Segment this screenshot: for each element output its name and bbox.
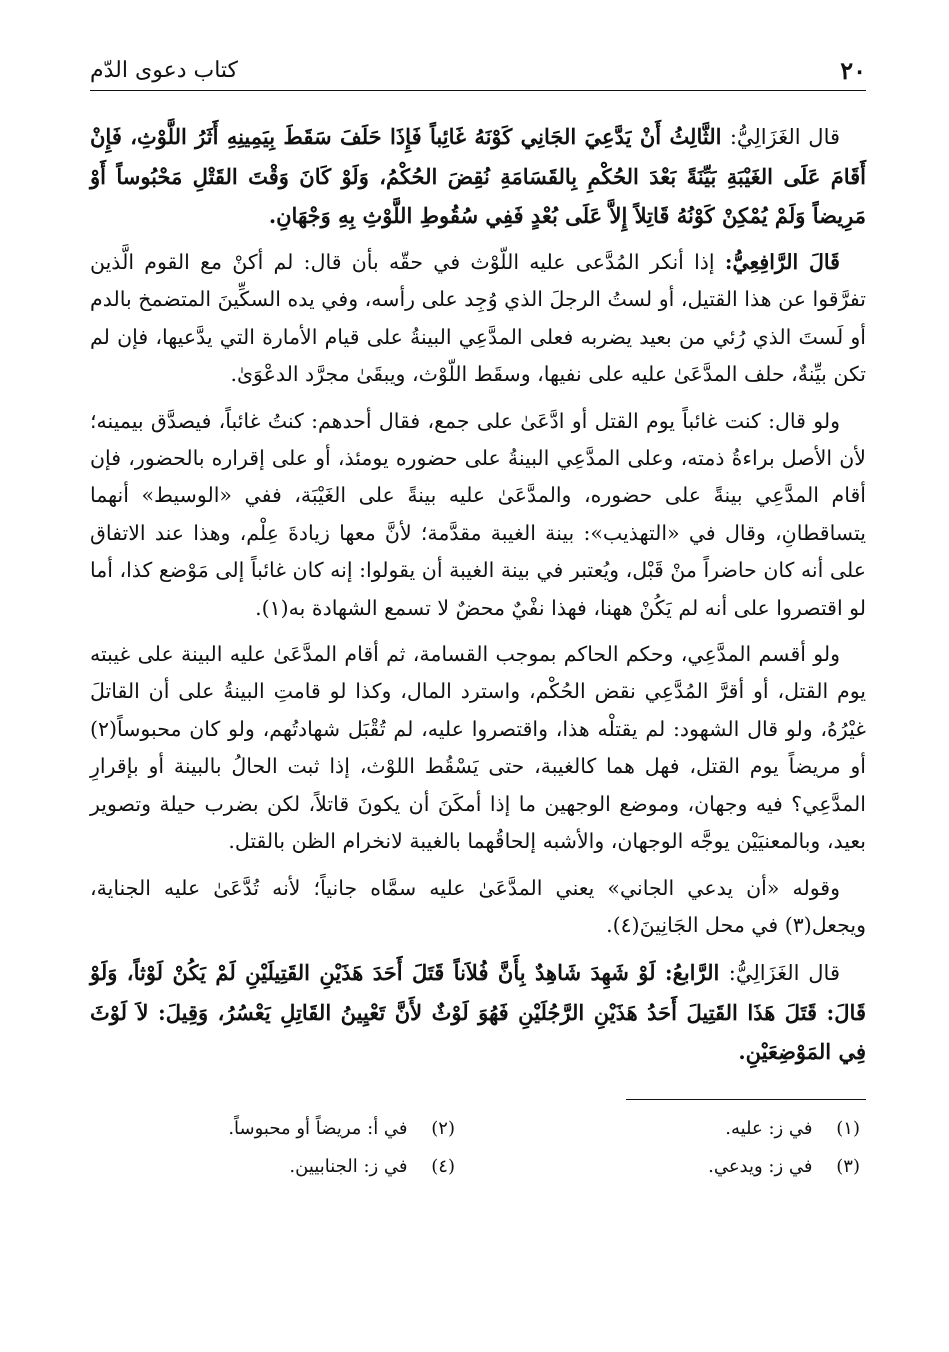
paragraph-text: الثَّالِثُ أَنْ يَدَّعِيَ الجَانِي كَوْنَهُ غَائِباً فَإِذَا حَلَفَ سَقَطَ بِيَمِينِهِ أَثَرُ اللَّوْثِ، فَإِنْ أَقَامَ عَلَى الغَيْبَةِ بَيِّنَةً بَعْدَ الحُكْمِ بِالقَسَامَةِ نُقِضَ الحُكْمُ، وَلَوْ كَانَ وَقْتَ القَتْلِ مَحْبُوساً أَوْ مَرِيضاً وَلَمْ يُمْكِنْ كَوْنُهُ قَاتِلاً إِلاَّ عَلَى بُعْدٍ فَفِي سُقُوطِ اللَّوْثِ بِهِ وَجْهَانِ. [90, 124, 866, 228]
speaker-label: قال الغَزَالِيُّ: [728, 961, 840, 986]
commentary-paragraph [90, 870, 866, 945]
paragraph-text: الرَّابعُ: لَوْ شَهِدَ شَاهِدٌ بِأَنَّ فُلاَناً قَتَلَ أَحَدَ هَذَيْنِ القَتِيلَيْنِ لَمْ يَكُنْ لَوْثاً، وَلَوْ قَالَ: قَتَلَ هَذَا القَتِيلَ أَحَدُ هَذَيْنِ الرَّجُلَيْنِ فَهُوَ لَوْثٌ لأَنَّ تَعْيِينُ القَاتِلِ يَعْسُرُ، وَقِيلَ: لاَ لَوْثَ فِي المَوْضِعَيْنِ. [90, 960, 866, 1065]
footnotes [90, 1114, 866, 1182]
book-title: كتاب دعوى الدّم [90, 58, 239, 83]
speaker-label: قَالَ الرَّافِعِيُّ: [724, 250, 840, 274]
rafii-commentary-paragraph [90, 244, 866, 394]
footnote-number: (١) [836, 1118, 860, 1140]
footnote [495, 1152, 860, 1182]
paragraph-text: إذا أنكر المُدَّعى عليه اللّوْث في حقّه بأن قال: لم أكنْ مع القوم الَّذين تفرَّقوا عن هذا القتيل، أو لستُ الرجلَ الذي وُجِد على رأسه، وفي يده السكِّينَ المتضمخ بالدم أو لَستَ الذي رُئي من بعيد يضربه فعلى المدَّعِي البينةُ على قيام الأمارة التي يدَّعيها، فإن لم تكن بيِّنةٌ، حلف المدَّعَىٰ عليه على نفيها، وسقَط اللّوْث، ويبقَىٰ مجرَّد الدعْوَىٰ. [90, 250, 866, 387]
paragraph-text: ولو قال: كنت غائباً يوم القتل أو ادَّعَىٰ على جمع، فقال أحدهم: كنتُ غائباً، فيصدَّق بيمينه؛ لأن الأصل براءةُ ذمته، وعلى المدَّعِي البينةُ على حضوره يومئذ، أو على إقراره بالحضور، فإن أقام المدَّعِي بينةً على حضوره، والمدَّعَىٰ عليه بينةً على الغَيْبَة، ففي «الوسيط» أنهما يتساقطانِ، وقال في «التهذيب»: بينة الغيبة مقدَّمة؛ لأنَّ معها زيادةَ عِلْم، وهذا عند الاتفاق على أنه كان حاضراً منْ قَبْل، ويُعتبر في بينة الغيبة أن يقولوا: إنه كان غائباً إلى مَوْضع كذا، أما لو اقتصروا على أنه لم يَكُنْ ههنا، فهذا نفْيٌ محضٌ لا تسمع الشهادة به(١). [90, 408, 866, 620]
footnote-text: في ز: الجنابيين. [289, 1156, 408, 1178]
page-number: ٢٠ [840, 56, 866, 85]
running-header [90, 50, 866, 91]
ghazali-text-paragraph [90, 953, 866, 1071]
commentary-paragraph [90, 636, 866, 860]
footnote [90, 1152, 455, 1182]
footnote-text: في ز: ويدعي. [708, 1156, 813, 1178]
book-page [90, 50, 866, 1182]
main-text [90, 117, 866, 1071]
paragraph-text: ولو أقسم المدَّعِي، وحكم الحاكم بموجب القسامة، ثم أقام المدَّعَىٰ عليه البينة على غيبته يوم القتل، أو أقرَّ المُدَّعِي نقض الحُكْم، واسترد المال، وكذا لو قامتِ البينةُ على أن القاتلَ غيْرُهُ، ولو قال الشهود: لم يقتلْه هذا، واقتصروا عليه، لم تُقْبَل شهادتُهم، ولو كان محبوساً(٢) أو مريضاً يوم القتل، فهل هما كالغيبة، حتى يَسْقُط اللوْث، إذا ثبت الحالُ بالبينة أو بإقرارِ المدَّعِي؟ فيه وجهان، وموضع الوجهين ما إذا أمكَنَ أن يكونَ قاتلاً، لكن بضرب حيلة وتصوير بعيد، وبالمعنيَيْن يوجَّه الوجهان، والأشبه إلحاقُهما بالغيبة لانخرام الظن بالقتل. [90, 642, 866, 854]
footnote-number: (٢) [431, 1118, 455, 1140]
speaker-label: قال الغَزَالِيُّ: [729, 125, 841, 149]
footnote-number: (٣) [836, 1156, 860, 1178]
footnote-divider [626, 1099, 866, 1100]
footnote-number: (٤) [431, 1156, 455, 1178]
footnote-text: في أ: مريضاً أو محبوساً. [228, 1118, 408, 1140]
footnote [495, 1114, 860, 1144]
commentary-paragraph [90, 403, 866, 627]
footnote-text: في ز: عليه. [725, 1118, 813, 1140]
footnote [90, 1114, 455, 1144]
paragraph-text: وقوله «أن يدعي الجاني» يعني المدَّعَىٰ عليه سمَّاه جانياً؛ لأنه تُدَّعَىٰ عليه الجناية، ويجعل(٣) في محل الجَانِينَ(٤). [90, 875, 866, 937]
ghazali-text-paragraph [90, 117, 866, 235]
